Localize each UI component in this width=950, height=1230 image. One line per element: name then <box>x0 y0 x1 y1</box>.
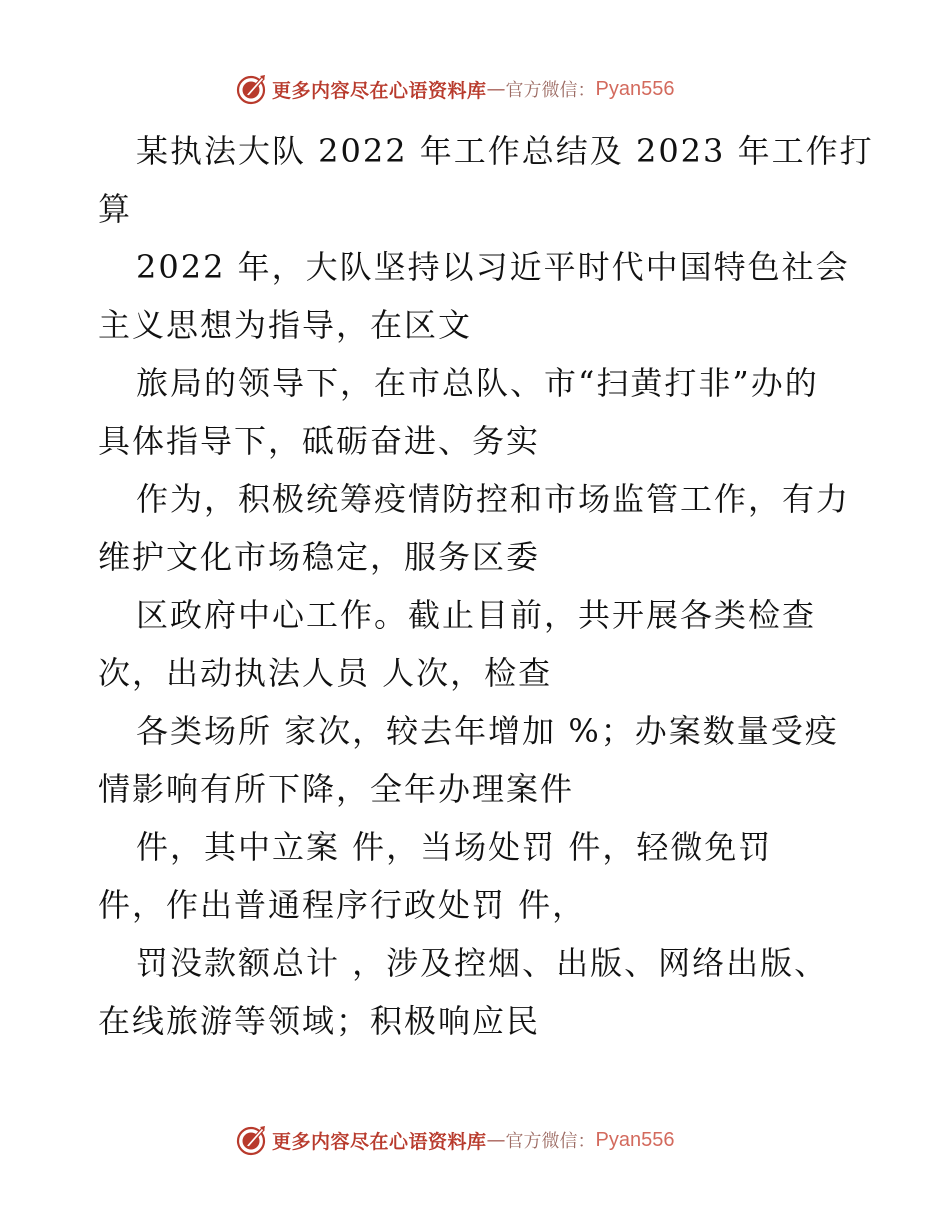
doc-line-15: 罚没款额总计 ，涉及控烟、出版、网络出版、 <box>136 944 829 982</box>
watermark-wechat-label: 官方微信： <box>505 80 596 101</box>
doc-line-12: 情影响有所下降，全年办理案件 <box>98 770 575 808</box>
doc-line-1: 某执法大队 2022 年工作总结及 2023 年工作打 <box>136 132 874 170</box>
doc-line-6: 具体指导下，砥砺奋进、务实 <box>98 422 541 460</box>
quill-logo-icon <box>236 1124 268 1156</box>
watermark-brand-text: 更多内容尽在心语资料库 <box>272 79 487 102</box>
document-body <box>98 122 874 1050</box>
doc-line-5: 旅局的领导下，在市总队、市“扫黄打非”办的 <box>136 364 819 402</box>
watermark-wechat-id: Pyan556 <box>595 77 675 100</box>
doc-line-2: 算 <box>98 190 133 228</box>
doc-line-7: 作为，积极统筹疫情防控和市场监管工作，有力 <box>136 480 851 518</box>
watermark-separator: — <box>486 78 506 100</box>
doc-line-11: 各类场所 家次，较去年增加 %；办案数量受疫 <box>136 712 839 750</box>
doc-line-14: 件，作出普通程序行政处罚 件， <box>98 886 587 924</box>
doc-line-8: 维护文化市场稳定，服务区委 <box>98 538 541 576</box>
quill-logo-icon <box>236 73 268 105</box>
watermark-wechat-id: Pyan556 <box>595 1128 675 1151</box>
doc-line-9: 区政府中心工作。截止目前，共开展各类检查 <box>136 596 817 634</box>
doc-line-3: 2022 年，大队坚持以习近平时代中国特色社会 <box>136 248 850 286</box>
footer-watermark <box>236 1123 674 1157</box>
doc-line-16: 在线旅游等领域；积极响应民 <box>98 1002 541 1040</box>
doc-line-4: 主义思想为指导，在区文 <box>98 306 473 344</box>
watermark-brand-text: 更多内容尽在心语资料库 <box>272 1130 487 1153</box>
watermark-wechat-label: 官方微信： <box>505 1131 596 1152</box>
header-watermark <box>236 72 674 106</box>
doc-line-13: 件，其中立案 件，当场处罚 件，轻微免罚 <box>136 828 773 866</box>
doc-line-10: 次，出动执法人员 人次，检查 <box>98 654 553 692</box>
watermark-separator: — <box>486 1129 506 1151</box>
